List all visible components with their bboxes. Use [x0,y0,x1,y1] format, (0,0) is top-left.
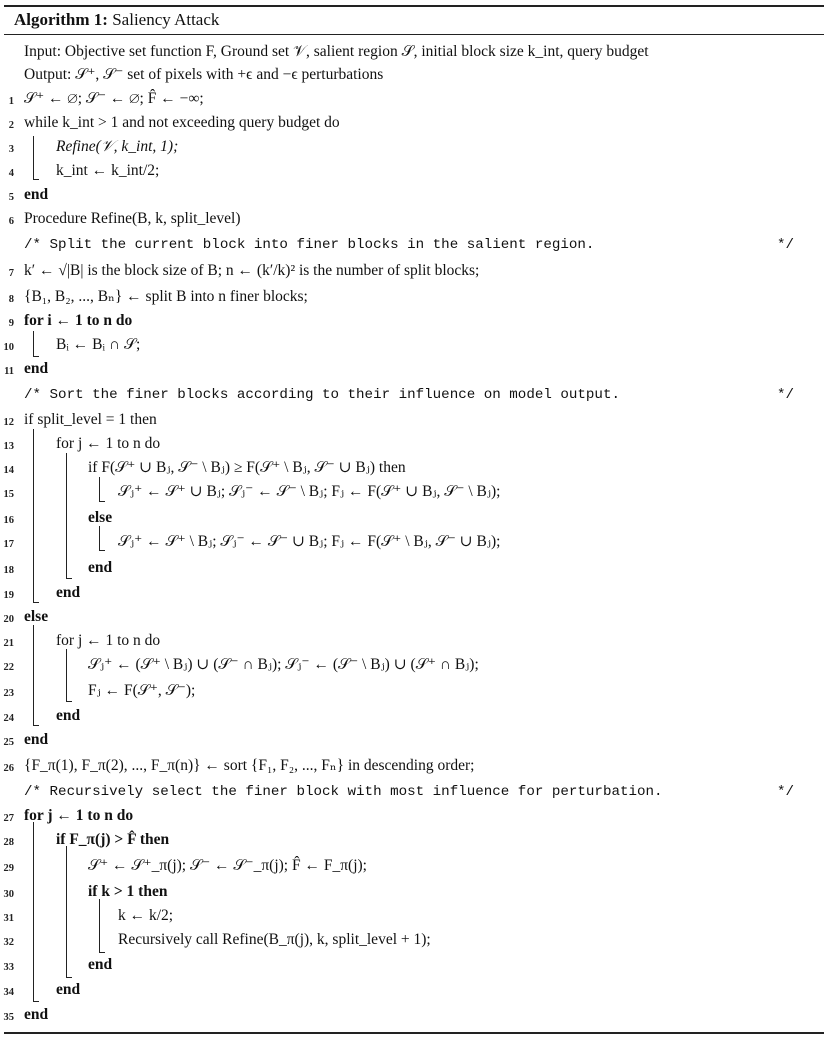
line-number: 19 [3,590,14,601]
algorithm-line-text: end [88,559,113,576]
algorithm-line-text: Bᵢ ← Bᵢ ∩ 𝒮; [56,336,141,353]
algorithm-line-text: end [24,731,49,748]
algorithm-line-text: end [56,584,81,601]
line-number: 29 [3,863,14,874]
line-number: 35 [3,1012,14,1023]
line-number: 21 [3,638,14,649]
line-number: 27 [3,813,14,824]
algorithm-line-text: Refine(𝒱, k_int, 1); [56,138,179,155]
comment-end: */ [776,237,794,253]
line-number: 25 [3,737,14,748]
comment-text: /* Sort the finer blocks according to their influence on model output. [24,387,620,403]
caption-label: Algorithm 1: [14,10,108,29]
guide-bar [33,429,34,603]
line-number: 10 [3,342,14,353]
algorithm-line-text: for i ← 1 to n do [24,312,133,329]
comment-text: /* Split the current block into finer blocks in the salient region. [24,237,595,253]
line-number: 17 [3,539,14,550]
guide-bar [33,331,34,357]
guide-bar [33,625,34,726]
line-number: 23 [3,688,14,699]
line-number: 1 [8,96,14,107]
line-number: 4 [8,168,14,179]
line-number: 13 [3,441,14,452]
algorithm-line-text: Procedure Refine(B, k, split_level) [24,210,241,227]
guide-bar [66,846,67,978]
algorithm-line-text: 𝒮ⱼ⁺ ← 𝒮⁺ ∪ Bⱼ; 𝒮ⱼ⁻ ← 𝒮⁻ \ Bⱼ; Fⱼ ← F(𝒮⁺ ∪ Bⱼ, 𝒮⁻ \ Bⱼ); [118,483,501,500]
line-number: 32 [3,937,14,948]
line-number: 16 [3,515,14,526]
line-number: 12 [3,417,14,428]
line-number: 20 [3,614,14,625]
guide-bar [99,526,100,551]
algorithm-line-text: for j ← 1 to n do [56,632,161,649]
algorithm-line-text: k′ ← √|B| is the block size of B; n ← (k′/k)² is the number of split blocks; [24,262,480,279]
algorithm-line-text: Fⱼ ← F(𝒮⁺, 𝒮⁻); [88,682,196,699]
algorithm-line-text: while k_int > 1 and not exceeding query budget do [24,114,340,131]
algorithm-line-text: k ← k/2; [118,907,174,924]
algorithm-line-text: end [24,1006,49,1023]
algorithm-line-text: 𝒮ⱼ⁺ ← 𝒮⁺ \ Bⱼ; 𝒮ⱼ⁻ ← 𝒮⁻ ∪ Bⱼ; Fⱼ ← F(𝒮⁺ \ Bⱼ, 𝒮⁻ ∪ Bⱼ); [118,533,501,550]
algorithm-line-text: if F_π(j) > F̂ then [56,831,170,848]
guide-bar [33,822,34,1002]
algorithm-line-text: else [88,509,113,526]
line-number: 3 [8,144,14,155]
comment-end: */ [776,387,794,403]
line-number: 18 [3,565,14,576]
line-number: 14 [3,465,14,476]
top-rule [4,5,824,7]
line-number: 34 [3,987,14,998]
algorithm-line-text: Recursively call Refine(B_π(j), k, split_level + 1); [118,931,431,948]
algorithm-line-text: k_int ← k_int/2; [56,162,160,179]
algorithm-line-text: if split_level = 1 then [24,411,157,428]
line-number: 6 [8,216,14,227]
algorithm-line-text: for j ← 1 to n do [24,807,134,824]
comment-end: */ [776,784,794,800]
line-number: 8 [8,294,14,305]
algorithm-line-text: 𝒮⁺ ← 𝒮⁺_π(j); 𝒮⁻ ← 𝒮⁻_π(j); F̂ ← F_π(j); [88,857,367,874]
line-number: 33 [3,962,14,973]
line-number: 22 [3,662,14,673]
line-number: 7 [8,268,14,279]
line-number: 31 [3,913,14,924]
guide-bar [99,899,100,953]
line-number: 24 [3,713,14,724]
caption-title: Saliency Attack [112,10,220,29]
line-number: 2 [8,120,14,131]
caption-rule [4,34,824,35]
algorithm-caption [14,10,219,30]
line-number: 30 [3,889,14,900]
guide-bar [33,136,34,180]
algorithm-line-text: Input: Objective set function F, Ground set 𝒱, salient region 𝒮, initial block size k_int, query budget [24,43,649,60]
line-number: 9 [8,318,14,329]
algorithm-line-text: end [88,956,113,973]
algorithm-line-text: {F_π(1), F_π(2), ..., F_π(n)} ← sort {F₁, F₂, ..., Fₙ} in descending order; [24,757,475,774]
guide-bar [66,649,67,702]
algorithm-line-text: if k > 1 then [88,883,168,900]
algorithm-line-text: {B₁, B₂, ..., Bₙ} ← split B into n finer blocks; [24,288,308,305]
algorithm-line-text: for j ← 1 to n do [56,435,161,452]
algorithm-line-text: else [24,608,49,625]
line-number: 5 [8,192,14,203]
algorithm-line-text: end [24,186,49,203]
line-number: 28 [3,837,14,848]
guide-bar [99,477,100,502]
line-number: 11 [4,366,14,377]
line-number: 15 [3,489,14,500]
algorithm-line-text: 𝒮ⱼ⁺ ← (𝒮⁺ \ Bⱼ) ∪ (𝒮⁻ ∩ Bⱼ); 𝒮ⱼ⁻ ← (𝒮⁻ \ Bⱼ) ∪ (𝒮⁺ ∩ Bⱼ); [88,656,479,673]
algorithm-line-text: end [56,981,81,998]
bottom-rule [4,1032,824,1034]
guide-bar [66,453,67,579]
algorithm-line-text: Output: 𝒮⁺, 𝒮⁻ set of pixels with +ϵ and −ϵ perturbations [24,66,384,83]
algorithm-line-text: if F(𝒮⁺ ∪ Bⱼ, 𝒮⁻ \ Bⱼ) ≥ F(𝒮⁺ \ Bⱼ, 𝒮⁻ ∪ Bⱼ) then [88,459,406,476]
algorithm-line-text: end [24,360,49,377]
algorithm-line-text: end [56,707,81,724]
line-number: 26 [3,763,14,774]
algorithm-line-text: 𝒮⁺ ← ∅; 𝒮⁻ ← ∅; F̂ ← −∞; [24,90,204,107]
comment-text: /* Recursively select the finer block with most influence for perturbation. [24,784,663,800]
